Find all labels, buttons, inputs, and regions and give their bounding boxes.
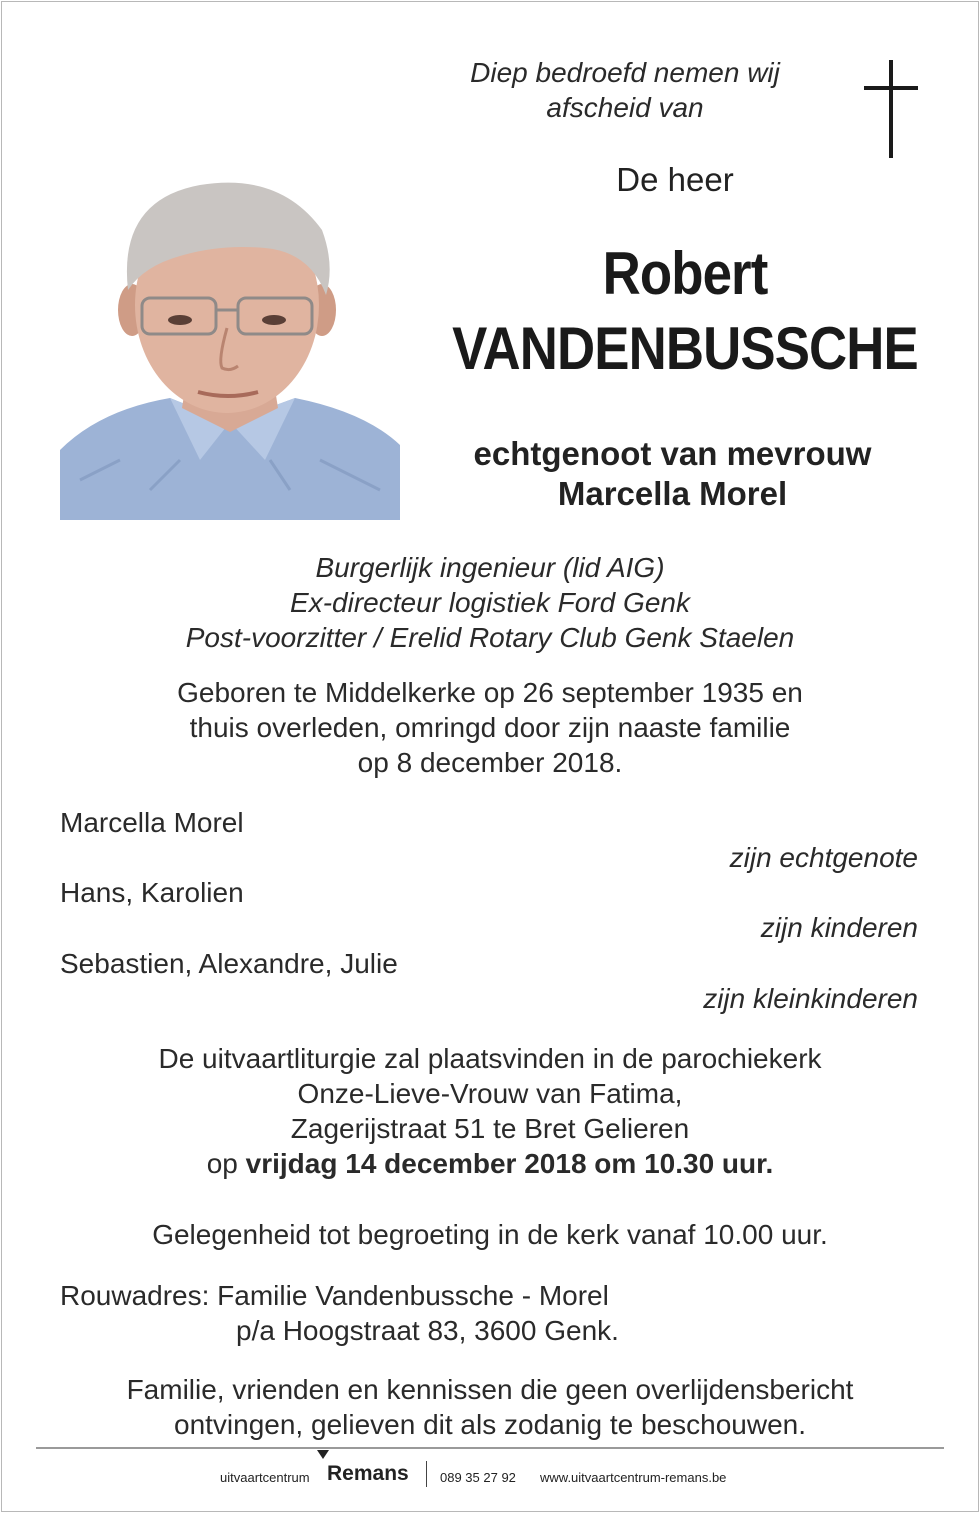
intro-line-1: Diep bedroefd nemen wij bbox=[470, 57, 780, 88]
title-line: Post-voorzitter / Erelid Rotary Club Genk Staelen bbox=[185, 622, 795, 653]
portrait-photo bbox=[60, 160, 400, 520]
mourning-address-line-2: p/a Hoogstraat 83, 3600 Genk. bbox=[236, 1315, 619, 1346]
spouse-line-2: Marcella Morel bbox=[557, 475, 788, 512]
footer-brand-prefix: uitvaartcentrum bbox=[220, 1470, 310, 1485]
notice-line-2: ontvingen, gelieven dit als zodanig te beschouwen. bbox=[174, 1409, 806, 1440]
mourning-address-line-1: Rouwadres: Familie Vandenbussche - Morel bbox=[60, 1280, 609, 1311]
born-line-3: op 8 december 2018. bbox=[357, 747, 623, 778]
brand-triangle-icon bbox=[317, 1450, 329, 1459]
service-line-3: Zagerijstraat 51 te Bret Gelieren bbox=[290, 1113, 690, 1144]
deceased-last-name: VANDENBUSSCHE bbox=[452, 315, 918, 382]
title-line: Ex-directeur logistiek Ford Genk bbox=[290, 587, 690, 618]
funeral-service-text bbox=[40, 1041, 940, 1181]
footer bbox=[0, 1459, 980, 1489]
title-line: Burgerlijk ingenieur (lid AIG) bbox=[315, 552, 665, 583]
footer-brand-name: Remans bbox=[327, 1462, 409, 1485]
deceased-title: De heer bbox=[616, 161, 734, 198]
born-line-2: thuis overleden, omringd door zijn naaste familie bbox=[189, 712, 791, 743]
birth-death-text bbox=[40, 675, 940, 780]
service-line-4 bbox=[40, 1146, 940, 1181]
deceased-first-name: Robert bbox=[602, 240, 768, 307]
family-names-children: Hans, Karolien bbox=[60, 877, 244, 908]
service-date-prefix: op bbox=[206, 1148, 238, 1179]
family-relation-children: zijn kinderen bbox=[760, 912, 918, 943]
professional-titles bbox=[40, 550, 940, 655]
family-relation-grandchildren: zijn kleinkinderen bbox=[703, 983, 918, 1014]
family-relation-spouse: zijn echtgenote bbox=[729, 842, 918, 873]
footer-phone: 089 35 27 92 bbox=[440, 1470, 516, 1485]
born-line-1: Geboren te Middelkerke op 26 september 1935 en bbox=[177, 677, 803, 708]
notice-line-1: Familie, vrienden en kennissen die geen overlijdensbericht bbox=[126, 1374, 854, 1405]
service-date: vrijdag 14 december 2018 om 10.30 uur. bbox=[245, 1148, 774, 1179]
notice-text bbox=[40, 1372, 940, 1442]
footer-website-link[interactable]: www.uitvaartcentrum-remans.be bbox=[540, 1470, 727, 1485]
visitation-text: Gelegenheid tot begroeting in de kerk vanaf 10.00 uur. bbox=[152, 1219, 828, 1250]
spouse-block bbox=[420, 434, 925, 514]
footer-divider bbox=[36, 1447, 944, 1449]
footer-separator bbox=[426, 1461, 427, 1487]
intro-text bbox=[420, 55, 830, 125]
service-line-2: Onze-Lieve-Vrouw van Fatima, bbox=[297, 1078, 683, 1109]
family-names-spouse: Marcella Morel bbox=[60, 807, 244, 838]
cross-icon bbox=[860, 60, 922, 160]
intro-line-2: afscheid van bbox=[546, 92, 704, 123]
spouse-line-1: echtgenoot van mevrouw bbox=[473, 435, 872, 472]
family-names-grandchildren: Sebastien, Alexandre, Julie bbox=[60, 948, 398, 979]
service-line-1: De uitvaartliturgie zal plaatsvinden in de parochiekerk bbox=[158, 1043, 822, 1074]
